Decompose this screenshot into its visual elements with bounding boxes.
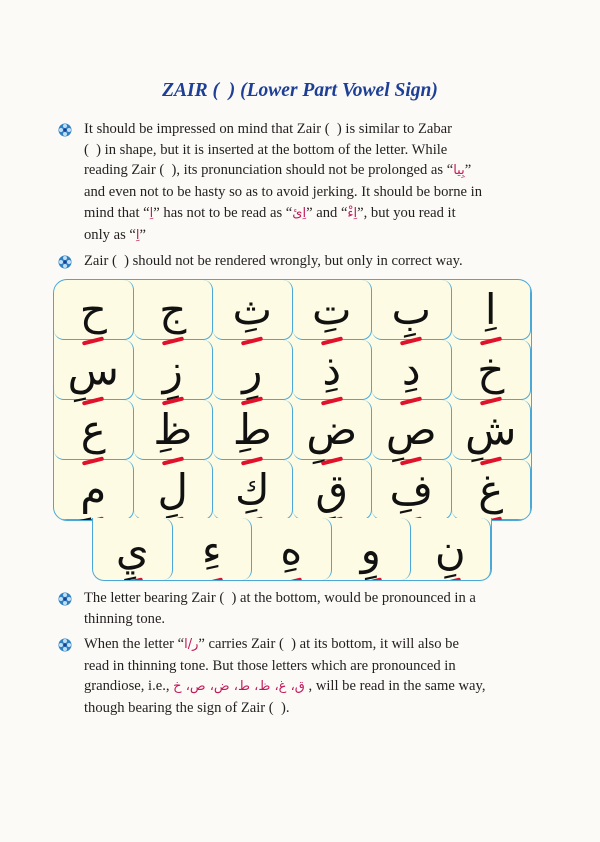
letter-cell	[293, 400, 373, 460]
arabic-letter: غِ	[478, 465, 504, 514]
arabic-letter: طِ	[232, 405, 272, 454]
letter-cell	[213, 400, 293, 460]
letter-cell	[293, 460, 373, 520]
letter-cell	[411, 518, 491, 580]
letter-cell	[134, 340, 214, 400]
page-title: ZAIR ( ) (Lower Part Vowel Sign)	[162, 80, 438, 101]
letter-cell	[213, 280, 293, 340]
letter-cell	[372, 460, 452, 520]
letter-cell	[93, 518, 173, 580]
arabic-letter: شِ	[465, 405, 517, 454]
letter-cell	[372, 280, 452, 340]
letter-cell	[173, 518, 253, 580]
letter-cell	[452, 340, 532, 400]
letter-cell	[54, 400, 134, 460]
flower-bullet-icon	[58, 255, 72, 269]
arabic-letter: فِ	[389, 465, 434, 514]
letter-cell	[452, 460, 532, 520]
flower-bullet-icon	[58, 638, 72, 652]
letter-cell	[134, 460, 214, 520]
text-line: grandiose, i.e., ق، غ، ظ، ط، ض، ص، خ , will be read in the same way,	[84, 678, 486, 695]
paragraph-zair-render	[84, 251, 534, 272]
letter-cell	[54, 280, 134, 340]
letter-cell	[372, 340, 452, 400]
text-line: read in thinning tone. But those letters which are pronounced in	[84, 657, 456, 674]
letter-cell	[252, 518, 332, 580]
arabic-letter: بِ	[391, 285, 432, 334]
text-line: only as “اِ”	[84, 226, 146, 243]
arabic-letter: خِ	[477, 345, 505, 394]
letter-cell	[293, 340, 373, 400]
arabic-letter: دِ	[401, 345, 421, 394]
arabic-letter: يِ	[115, 524, 149, 574]
zair-mark-icon	[439, 577, 461, 581]
letter-cell	[372, 400, 452, 460]
zair-mark-icon	[121, 577, 143, 581]
flower-bullet-icon	[58, 592, 72, 606]
arabic-letter: عِ	[80, 405, 106, 454]
arabic-letter: ذِ	[322, 345, 342, 394]
text-line: ( ) in shape, but it is inserted at the bottom of the letter. While	[84, 141, 448, 158]
zair-mark-icon	[201, 577, 223, 581]
arabic-letter: مِ	[80, 465, 107, 514]
letter-cell	[54, 460, 134, 520]
arabic-letter: ثِ	[232, 285, 273, 334]
text-line: Zair ( ) should not be rendered wrongly, but only in correct way.	[84, 253, 463, 269]
paragraph-zair-intro	[84, 119, 534, 246]
text-line: thinning tone.	[84, 610, 166, 627]
text-line: The letter bearing Zair ( ) at the bottom, would be pronounced in a	[84, 590, 476, 606]
arabic-letter: قِ	[315, 465, 349, 514]
arabic-letter: هِ	[280, 524, 303, 574]
letter-cell	[134, 280, 214, 340]
letter-cell	[452, 280, 532, 340]
arabic-letter: سِ	[67, 345, 119, 394]
paragraph-thinning-tone	[84, 588, 534, 629]
arabic-letter: تِ	[311, 285, 352, 334]
arabic-letter: نِ	[434, 524, 466, 574]
text-line: though bearing the sign of Zair ( ).	[84, 700, 290, 717]
text-line: and even not to be hasty so as to avoid jerking. It should be borne in	[84, 184, 483, 201]
arabic-letter: رِ	[242, 345, 263, 394]
arabic-letter: ءِ	[201, 524, 222, 574]
letter-grid	[53, 279, 532, 521]
flower-bullet-icon	[58, 123, 72, 137]
arabic-letter: حِ	[79, 285, 107, 334]
text-line: It should be impressed on mind that Zair ( ) is similar to Zabar	[84, 121, 453, 137]
paragraph-grandiose	[84, 634, 534, 719]
text-line: mind that “اِ” has not to be read as “اِئ” and “اِءْ”, but you read it	[84, 204, 456, 221]
letter-grid-last-row	[92, 518, 492, 581]
letter-cell	[452, 400, 532, 460]
arabic-letter: ضِ	[306, 405, 358, 454]
arabic-letter: زِ	[162, 345, 183, 394]
letter-cell	[213, 460, 293, 520]
arabic-letter: لِ	[157, 465, 188, 514]
zair-mark-icon	[280, 577, 302, 581]
zair-mark-icon	[360, 577, 382, 581]
arabic-letter: جِ	[159, 285, 187, 334]
letter-cell	[332, 518, 412, 580]
arabic-letter: كِ	[234, 465, 270, 514]
letter-cell	[293, 280, 373, 340]
arabic-letter: اِ	[484, 285, 497, 334]
letter-cell	[213, 340, 293, 400]
text-line: reading Zair ( ), its pronunciation should not be prolonged as “بِيا”	[84, 162, 472, 179]
arabic-letter: ظِ	[153, 405, 193, 454]
letter-cell	[134, 400, 214, 460]
arabic-letter: صِ	[385, 405, 437, 454]
text-line: When the letter “ر/ا” carries Zair ( ) at its bottom, it will also be	[84, 636, 459, 652]
letter-cell	[54, 340, 134, 400]
arabic-letter: وِ	[360, 524, 381, 574]
